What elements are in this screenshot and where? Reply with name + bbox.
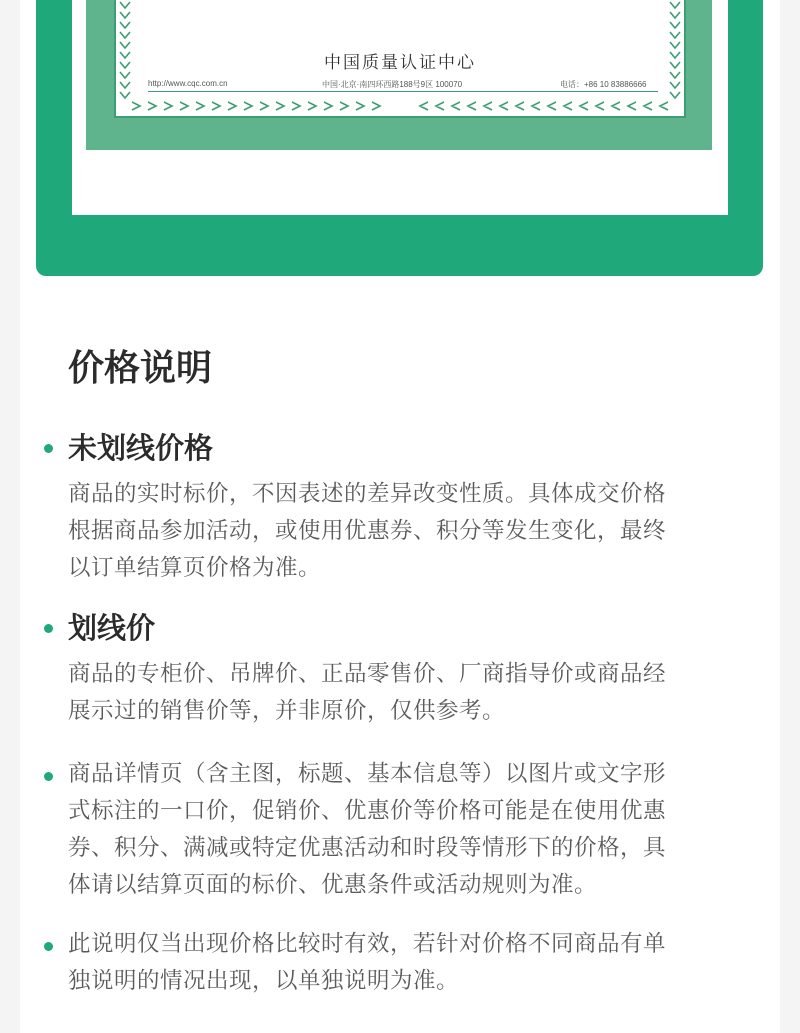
item-body-line: 商品的实时标价，不因表述的差异改变性质。具体成交价格	[68, 481, 667, 507]
bullet-icon	[44, 942, 53, 951]
item-body	[68, 656, 748, 730]
bullet-icon	[44, 772, 53, 781]
item-body-line: 商品的专柜价、吊牌价、正品零售价、厂商指导价或商品经	[68, 661, 667, 687]
certificate-organization: 中国质量认证中心	[324, 53, 476, 73]
item-body	[68, 756, 748, 904]
item-body-line: 券、积分、满减或特定优惠活动和时段等情形下的价格，具	[68, 835, 667, 861]
item-body-line: 商品详情页（含主图，标题、基本信息等）以图片或文字形	[68, 761, 667, 787]
item-body	[68, 926, 748, 1000]
item-body-line: 根据商品参加活动，或使用优惠券、积分等发生变化，最终	[68, 518, 667, 544]
item-body-line: 式标注的一口价，促销价、优惠价等价格可能是在使用优惠	[68, 798, 667, 824]
certificate-rule	[148, 91, 658, 92]
certificate-phone: 电话：+86 10 83886666	[560, 80, 647, 89]
item-heading: 划线价	[68, 611, 156, 645]
item-body-line: 独说明的情况出现，以单独说明为准。	[68, 968, 460, 994]
item-body-line: 此说明仅当出现价格比较时有效，若针对价格不同商品有单	[68, 931, 667, 957]
item-body-line: 体请以结算页面的标价、优惠条件或活动规则为准。	[68, 872, 598, 898]
item-body	[68, 476, 748, 587]
item-body-line: 以订单结算页价格为准。	[68, 555, 322, 581]
certificate-website: http://www.cqc.com.cn	[148, 79, 228, 88]
certificate-address: 中国·北京·南四环西路188号9区 100070	[322, 80, 463, 89]
bullet-icon	[44, 624, 53, 633]
certificate-vine-bottom	[128, 100, 672, 112]
bullet-icon	[44, 444, 53, 453]
price-info-title: 价格说明	[68, 348, 213, 389]
item-heading: 未划线价格	[68, 431, 214, 465]
item-body-line: 展示过的销售价等，并非原价，仅供参考。	[68, 698, 506, 724]
